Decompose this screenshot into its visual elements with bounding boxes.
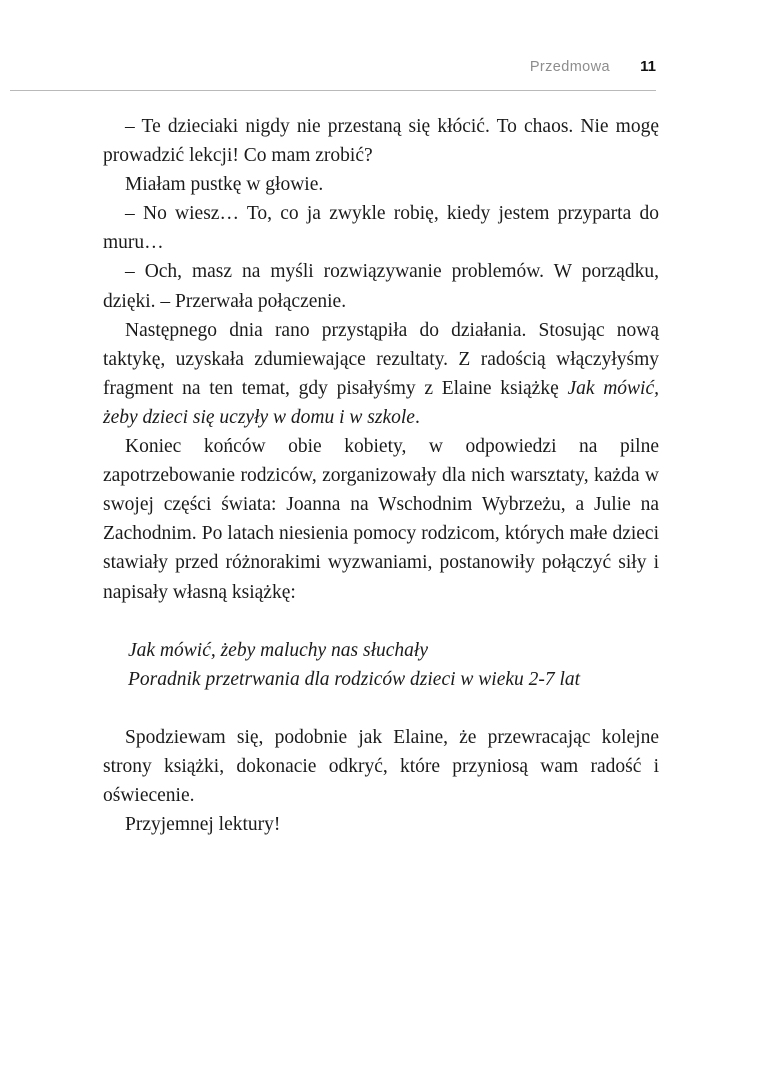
body-text-block bbox=[103, 112, 659, 839]
paragraph-dialogue-2: – No wiesz… To, co ja zwykle robię, kiedy jestem przyparta do muru… bbox=[103, 203, 659, 254]
paragraph-narration-2 bbox=[103, 316, 659, 432]
paragraph-dialogue-1: – Te dzieciaki nigdy nie przestaną się kłócić. To chaos. Nie mogę prowadzić lekcji! Co mam zrobić? bbox=[103, 116, 659, 167]
paragraph-closing: Przyjemnej lektury! bbox=[125, 814, 281, 836]
paragraph-tail-text: . bbox=[414, 406, 420, 428]
book-title-subtitle: Poradnik przetrwania dla rodziców dzieci w wieku 2-7 lat bbox=[128, 668, 581, 690]
paragraph-narration-4: Spodziewam się, podobnie jak Elaine, że przewracając kolejne strony książki, dokonacie odkryć, które przyniosą wam radość i oświecenie. bbox=[103, 726, 659, 806]
paragraph-narration-3: Koniec końców obie kobiety, w odpowiedzi na pilne zapotrzebowanie rodziców, zorganizowały dla nich warsztaty, każda w swojej części świata: Joanna na Wschodnim Wybrzeżu, a Julie na Zachodnim. Po latach niesienia pomocy rodzicom, których małe dzieci stawiały przed różnorakimi wyzwaniami, postanowiły połączyć siły i napisały własną książkę: bbox=[103, 436, 659, 603]
running-head-title: Przedmowa bbox=[529, 59, 610, 75]
paragraph-lead-text: Następnego dnia rano przystąpiła do działania. Stosując nową taktykę, uzyskała zdumiewające rezultaty. Z radością włączyłyśmy fragment na ten temat, gdy pisałyśmy z Elaine książkę bbox=[103, 319, 659, 399]
paragraph-narration-1: Miałam pustkę w głowie. bbox=[125, 174, 324, 196]
book-title-block bbox=[128, 636, 659, 694]
book-title-inline-uczyly: Jak mówić, żeby dzieci się uczyły w domu i w szkole bbox=[103, 377, 659, 428]
book-title-main: Jak mówić, żeby maluchy nas słuchały bbox=[128, 639, 429, 661]
page-number: 11 bbox=[640, 58, 656, 75]
paragraph-dialogue-3: – Och, masz na myśli rozwiązywanie problemów. W porządku, dzięki. – Przerwała połączenie. bbox=[103, 261, 659, 312]
header-rule bbox=[10, 90, 656, 91]
running-head bbox=[10, 58, 656, 75]
